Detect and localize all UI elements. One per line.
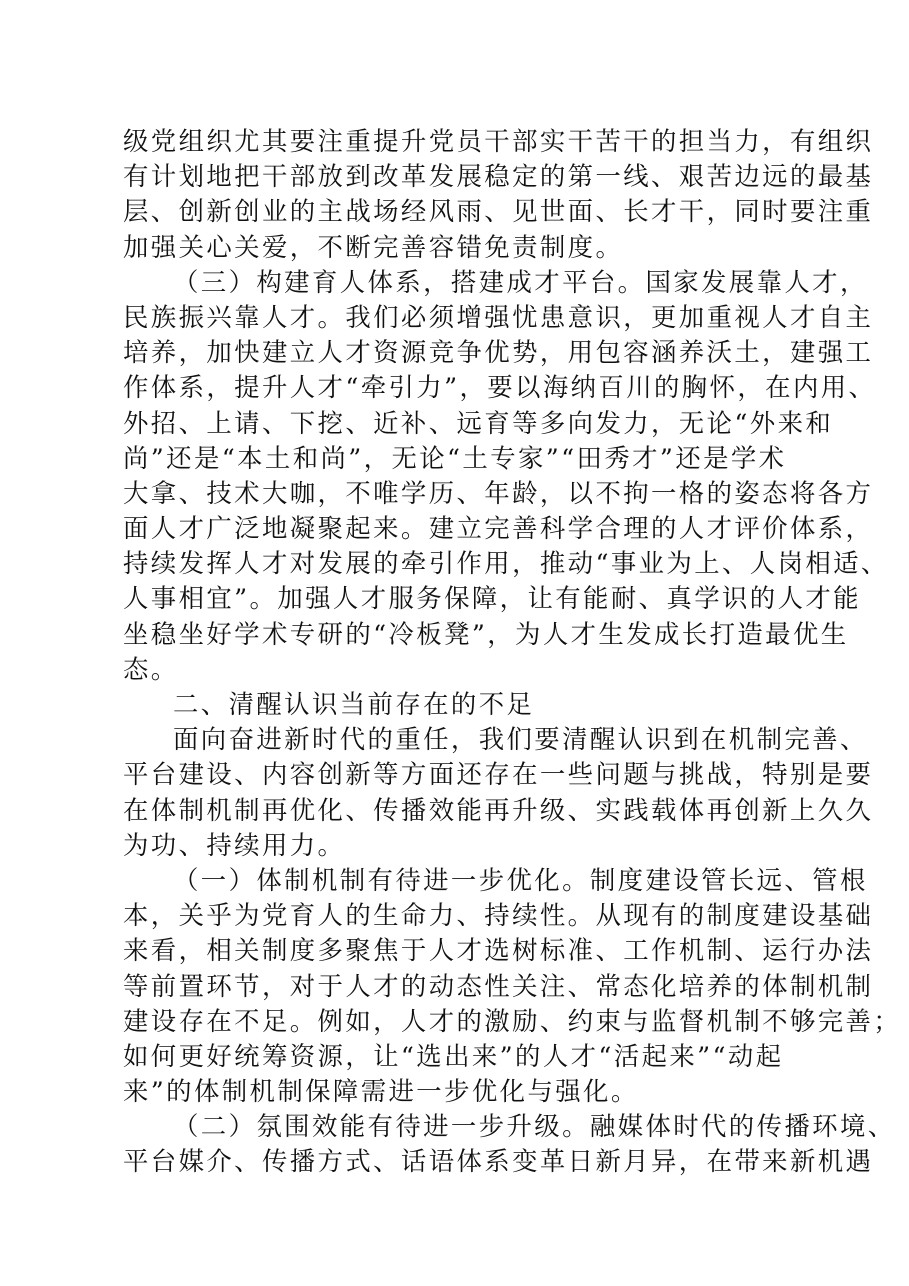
text-line: 尚”还是“本土和尚”，无论“土专家”“田秀才”还是学术	[123, 442, 787, 473]
text-line: （一）体制机制有待进一步优化。制度建设管长远、管根	[173, 864, 868, 895]
text-line: 态。	[123, 653, 179, 684]
text-line: （三）构建育人体系，搭建成才平台。国家发展靠人才，	[173, 266, 868, 297]
text-line: 面向奋进新时代的重任，我们要清醒认识到在机制完善、	[173, 724, 868, 755]
text-line: 来看，相关制度多聚焦于人才选树标准、工作机制、运行办法	[123, 935, 874, 966]
text-line: 大拿、技术大咖，不唯学历、年龄，以不拘一格的姿态将各方	[123, 477, 874, 508]
text-line: 平台建设、内容创新等方面还存在一些问题与挑战，特别是要	[123, 759, 874, 790]
text-line: 人事相宜”。加强人才服务保障，让有能耐、真学识的人才能	[123, 583, 861, 614]
text-line: （二）氛围效能有待进一步升级。融媒体时代的传播环境、	[173, 1111, 896, 1142]
text-line: 民族振兴靠人才。我们必须增强忧患意识，更加重视人才自主	[123, 301, 874, 332]
text-line: 有计划地把干部放到改革发展稳定的第一线、艰苦边远的最基	[123, 161, 874, 192]
text-line: 面人才广泛地凝聚起来。建立完善科学合理的人才评价体系，	[123, 513, 874, 544]
text-line: 外招、上请、下挖、近补、远育等多向发力，无论“外来和	[123, 407, 834, 438]
text-line: 级党组织尤其要注重提升党员干部实干苦干的担当力，有组织	[123, 126, 874, 156]
text-line: 在体制机制再优化、传播效能再升级、实践载体再创新上久久	[123, 794, 874, 825]
text-line: 如何更好统筹资源，让“选出来”的人才“活起来”“动起	[123, 1040, 784, 1071]
text-line: 为功、持续用力。	[123, 829, 346, 860]
text-line: 本，关乎为党育人的生命力、持续性。从现有的制度建设基础	[123, 900, 874, 931]
text-line: 持续发挥人才对发展的牵引作用，推动“事业为上、人岗相适、	[123, 548, 889, 579]
text-line: 平台媒介、传播方式、话语体系变革日新月异，在带来新机遇	[123, 1146, 874, 1177]
text-line: 培养，加快建立人才资源竞争优势，用包容涵养沃土，建强工	[123, 337, 874, 368]
text-line: 坐稳坐好学术专研的“冷板凳”，为人才生发成长打造最优生	[123, 618, 849, 649]
text-line: 来”的体制机制保障需进一步优化与强化。	[123, 1076, 639, 1107]
text-line: 二、清醒认识当前存在的不足	[173, 689, 535, 719]
document-body	[123, 124, 902, 1180]
text-line: 作体系，提升人才“牵引力”，要以海纳百川的胸怀，在内用、	[123, 372, 877, 403]
text-line: 建设存在不足。例如，人才的激励、约束与监督机制不够完善；	[123, 1005, 902, 1036]
text-line: 等前置环节，对于人才的动态性关注、常态化培养的体制机制	[123, 970, 874, 1001]
text-line: 层、创新创业的主战场经风雨、见世面、长才干，同时要注重	[123, 196, 874, 227]
text-line: 加强关心关爱，不断完善容错免责制度。	[123, 231, 624, 262]
